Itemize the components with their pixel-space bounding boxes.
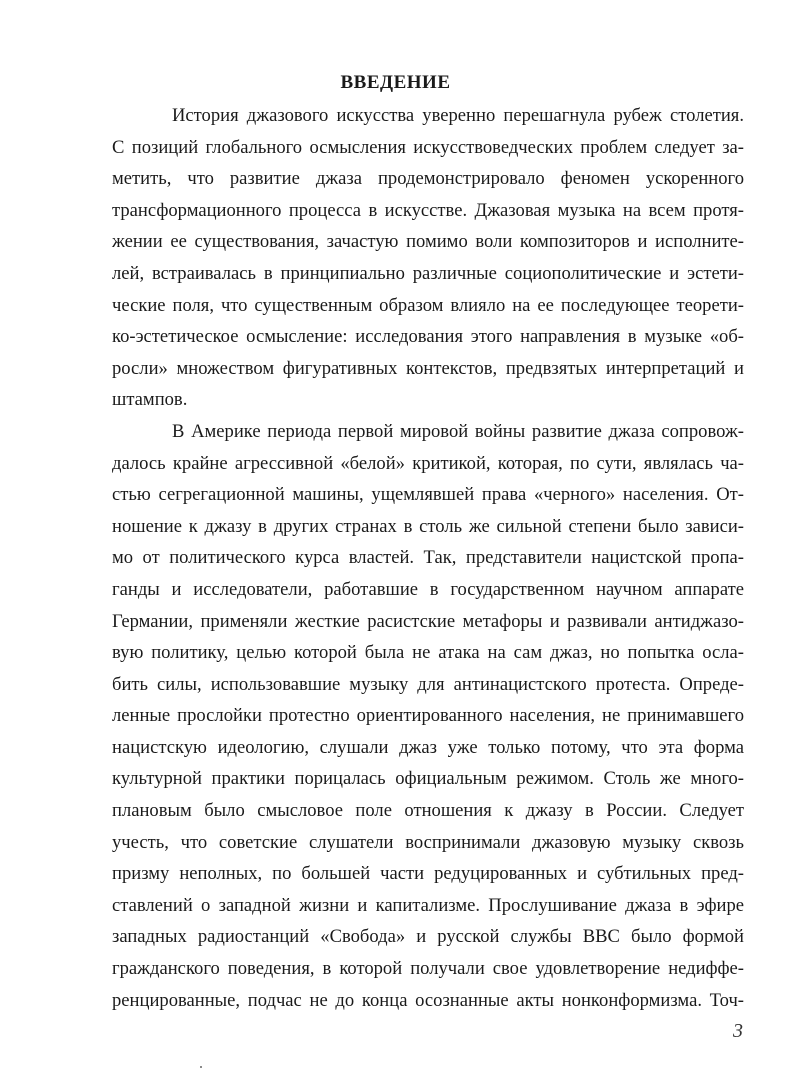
paragraph-1-line: лей, встраивалась в принципиально различные социополитические и эстети- xyxy=(112,262,744,284)
paragraph-2-line: ганды и исследователи, работавшие в государственном научном аппарате xyxy=(112,578,744,600)
paragraph-2-line: вую политику, целью которой была не атака на сам джаз, но попытка осла- xyxy=(112,642,744,664)
paragraph-2-line: мо от политического курса властей. Так, представители нацистской пропа- xyxy=(112,547,744,569)
paragraph-2-line: В Америке периода первой мировой войны развитие джаза сопровож- xyxy=(172,420,744,442)
paragraph-2-line: учесть, что советские слушатели воспринимали джазовую музыку сквозь xyxy=(112,831,744,853)
paragraph-2-line: западных радиостанций «Свобода» и русской службы BBC было формой xyxy=(112,926,744,948)
paragraph-2-line: плановым было смысловое поле отношения к джазу в России. Следует xyxy=(112,800,744,822)
body-text xyxy=(112,100,744,1016)
page-number: 3 xyxy=(733,1020,743,1042)
paragraph-2-line: ношение к джазу в других странах в столь же сильной степени было зависи- xyxy=(112,515,744,537)
paragraph-1-line: С позиций глобального осмысления искусствоведческих проблем следует за- xyxy=(112,136,744,158)
paragraph-2-line: нацистскую идеологию, слушали джаз уже только потому, что эта форма xyxy=(112,736,744,758)
paragraph-2-line: стью сегрегационной машины, ущемлявшей права «черного» населения. От- xyxy=(112,484,744,506)
paragraph-1-line: метить, что развитие джаза продемонстрировало феномен ускоренного xyxy=(112,168,744,190)
paragraph-1-line: жении ее существования, зачастую помимо воли композиторов и исполните- xyxy=(112,231,744,253)
paragraph-1-line: ко-эстетическое осмысление: исследования этого направления в музыке «об- xyxy=(112,326,744,348)
scan-speck xyxy=(200,1066,202,1068)
paragraph-1-line: История джазового искусства уверенно перешагнула рубеж столетия. xyxy=(172,105,744,126)
paragraph-2-line: призму неполных, по большей части редуцированных и субтильных пред- xyxy=(112,863,744,885)
paragraph-2-line: ставлений о западной жизни и капитализме. Прослушивание джаза в эфире xyxy=(112,894,744,916)
paragraph-2-line: ренцированные, подчас не до конца осознанные акты нонконформизма. Точ- xyxy=(112,989,744,1011)
paragraph-2-line: далось крайне агрессивной «белой» критикой, которая, по сути, являлась ча- xyxy=(112,452,744,474)
paragraph-1-line: штампов. xyxy=(112,389,188,411)
paragraph-2-line: ленные прослойки протестно ориентированного населения, не принимавшего xyxy=(112,705,744,727)
paragraph-1-line: ческие поля, что существенным образом влияло на ее последующее теорети- xyxy=(112,294,744,316)
paragraph-1-line: трансформационного процесса в искусстве. Джазовая музыка на всем протя- xyxy=(112,199,744,221)
paragraph-1-line: росли» множеством фигуративных контекстов, предвзятых интерпретаций и xyxy=(112,357,744,379)
paragraph-2-line: бить силы, использовавшие музыку для антинацистского протеста. Опреде- xyxy=(112,673,744,695)
paragraph-2-line: Германии, применяли жесткие расистские метафоры и развивали антиджазо- xyxy=(112,610,744,632)
paragraph-2-line: гражданского поведения, в которой получали свое удовлетворение недиффе- xyxy=(112,958,744,980)
paragraph-2-line: культурной практики порицалась официальным режимом. Столь же много- xyxy=(112,768,744,790)
section-title: ВВЕДЕНИЕ xyxy=(340,72,451,93)
